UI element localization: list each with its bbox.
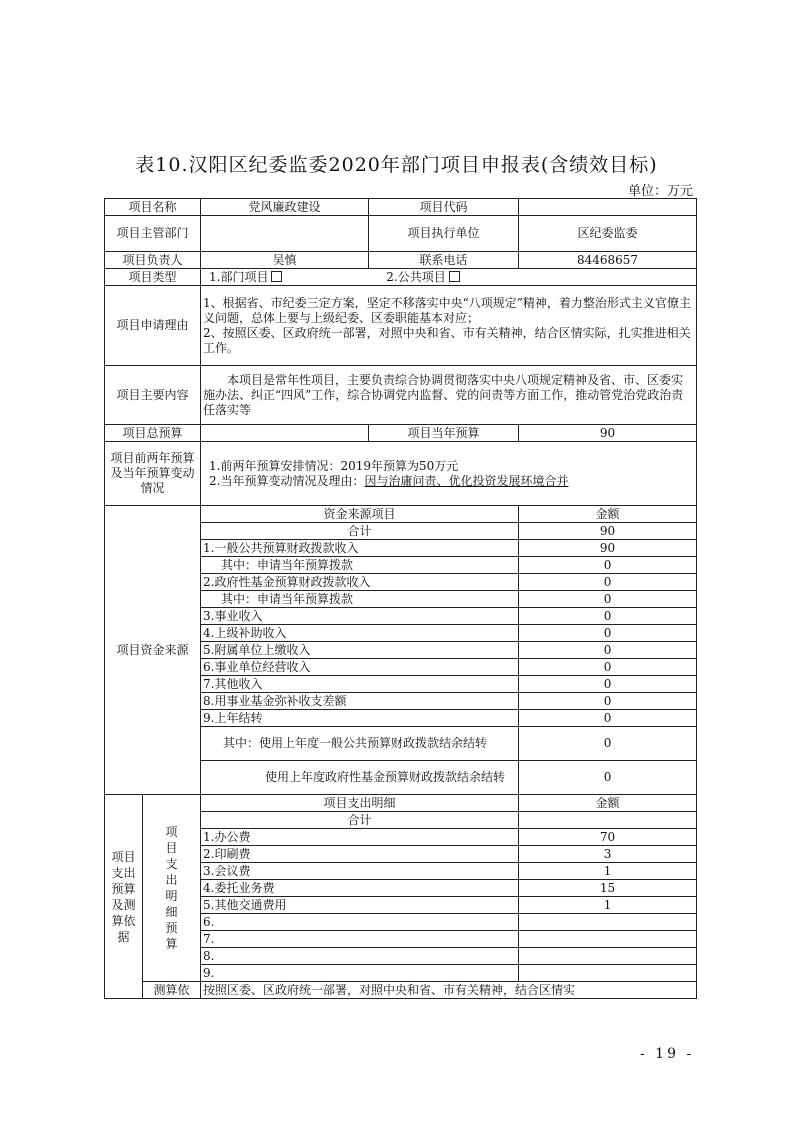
expense-header-amount: 金额 [519,795,697,812]
funding-row-amount: 0 [519,710,697,727]
reason-paragraph-1: 1、根据省、市纪委三定方案，坚定不移落实中央“八项规定”精神，着力整治形式主义官僚主义问题，总体上要与上级纪委、区委职能基本对应； [203,295,691,325]
funding-row-item: 6.事业单位经营收入 [201,659,519,676]
funding-row-amount: 0 [519,557,697,574]
funding-row-amount: 0 [519,693,697,710]
prior-budget-text [201,442,697,506]
checkbox-public[interactable] [449,271,460,282]
funding-row-item: 8.用事业基金弥补收支差额 [201,693,519,710]
prior-budget-line-1: 1.前两年预算安排情况：2019年预算为50万元 [209,458,459,473]
expense-row-amount [519,931,697,948]
funding-row-amount: 0 [519,625,697,642]
unit-label: 单位：万元 [627,184,693,199]
funding-row-item: 2.政府性基金预算财政拨款收入 [201,574,519,591]
funding-row-item: 7.其他收入 [201,676,519,693]
dept-label: 项目主管部门 [105,216,201,252]
expense-outer-label: 项目支出预算及测算依据 [105,795,143,999]
content-text: 本项目是常年性项目，主要负责综合协调贯彻落实中央八项规定精神及省、市、区委实施办法、纠正“四风”工作，综合协调党内监督、党的问责等方面工作，推动管党治党政治责任落实等 [201,366,697,425]
funding-row-amount: 0 [519,761,697,795]
expense-header-item: 项目支出明细 [201,795,519,812]
phone-value: 84468657 [519,252,697,269]
funding-header-amount: 金额 [519,506,697,523]
prior-budget-line-2 [209,474,694,489]
project-code-value [519,199,697,216]
expense-inner-label: 项目支出明细预算 [143,795,201,982]
checkbox-department[interactable] [271,271,282,282]
funding-row-item: 1.一般公共预算财政拨款收入 [201,540,519,557]
project-name-label: 项目名称 [105,199,201,216]
total-budget-value [201,425,369,442]
funding-row-amount: 0 [519,591,697,608]
funding-row-item: 9.上年结转 [201,710,519,727]
phone-label: 联系电话 [369,252,519,269]
calc-basis-label: 测算依 [143,982,201,999]
prior-budget-line-2-prefix: 2.当年预算变动情况及理由： [209,473,365,488]
prior-budget-label: 项目前两年预算及当年预算变动情况 [105,442,201,506]
current-budget-label: 项目当年预算 [369,425,519,442]
exec-unit-value: 区纪委监委 [519,216,697,252]
funding-row-amount: 0 [519,642,697,659]
funding-row-item: 使用上年度政府性基金预算财政拨款结余结转 [201,761,519,795]
type-label: 项目类型 [105,269,201,286]
expense-row-amount: 1 [519,863,697,880]
expense-row-item: 6. [201,914,519,931]
expense-row-amount: 3 [519,846,697,863]
reason-text [201,286,697,366]
type-options [201,269,697,286]
funding-header-item: 资金来源项目 [201,506,519,523]
expense-row-item: 合计 [201,812,519,829]
prior-budget-change-reason: 因与治庸问责、优化投资发展环境合并 [364,473,569,488]
reason-paragraph-2: 2、按照区委、区政府统一部署，对照中央和省、市有关精神，结合区情实际，扎实推进相关工作。 [203,325,691,355]
expense-row-item: 5.其他交通费用 [201,897,519,914]
expense-row-item: 7. [201,931,519,948]
total-budget-label: 项目总预算 [105,425,201,442]
funding-row-amount: 0 [519,659,697,676]
project-form-table [104,198,697,999]
dept-value [201,216,369,252]
funding-row-amount: 0 [519,608,697,625]
expense-row-amount: 15 [519,880,697,897]
expense-row-item: 2.印刷费 [201,846,519,863]
expense-row-amount [519,965,697,982]
type-option-department: 1.部门项目 [209,269,269,284]
expense-row-item: 9. [201,965,519,982]
funding-row-item: 其中：申请当年预算拨款 [201,557,519,574]
funding-row-item: 3.事业收入 [201,608,519,625]
expense-row-amount [519,948,697,965]
expense-row-amount: 1 [519,897,697,914]
calc-basis-text: 按照区委、区政府统一部署，对照中央和省、市有关精神，结合区情实 [201,982,697,999]
funding-row-amount: 90 [519,540,697,557]
project-code-label: 项目代码 [369,199,519,216]
content-label: 项目主要内容 [105,366,201,425]
expense-row-amount [519,812,697,829]
funding-row-item: 其中：申请当年预算拨款 [201,591,519,608]
project-name-value: 党风廉政建设 [201,199,369,216]
expense-row-amount: 70 [519,829,697,846]
expense-row-item: 4.委托业务费 [201,880,519,897]
funding-row-amount: 0 [519,727,697,761]
current-budget-value: 90 [519,425,697,442]
funding-row-amount: 0 [519,574,697,591]
expense-row-item: 1.办公费 [201,829,519,846]
owner-value: 吴慎 [201,252,369,269]
owner-label: 项目负责人 [105,252,201,269]
funding-row-item: 合计 [201,523,519,540]
funding-row-amount: 0 [519,676,697,693]
page-title: 表10.汉阳区纪委监委2020年部门项目申报表(含绩效目标) [135,154,658,176]
reason-label: 项目申请理由 [105,286,201,366]
page-number: - 19 - [640,1046,695,1062]
expense-row-amount [519,914,697,931]
funding-row-amount: 90 [519,523,697,540]
funding-row-item: 其中：使用上年度一般公共预算财政拨款结余结转 [201,727,519,761]
expense-row-item: 8. [201,948,519,965]
type-option-public: 2.公共项目 [386,269,446,284]
exec-unit-label: 项目执行单位 [369,216,519,252]
expense-row-item: 3.会议费 [201,863,519,880]
funding-row-item: 4.上级补助收入 [201,625,519,642]
funding-source-label: 项目资金来源 [105,506,201,795]
funding-row-item: 5.附属单位上缴收入 [201,642,519,659]
